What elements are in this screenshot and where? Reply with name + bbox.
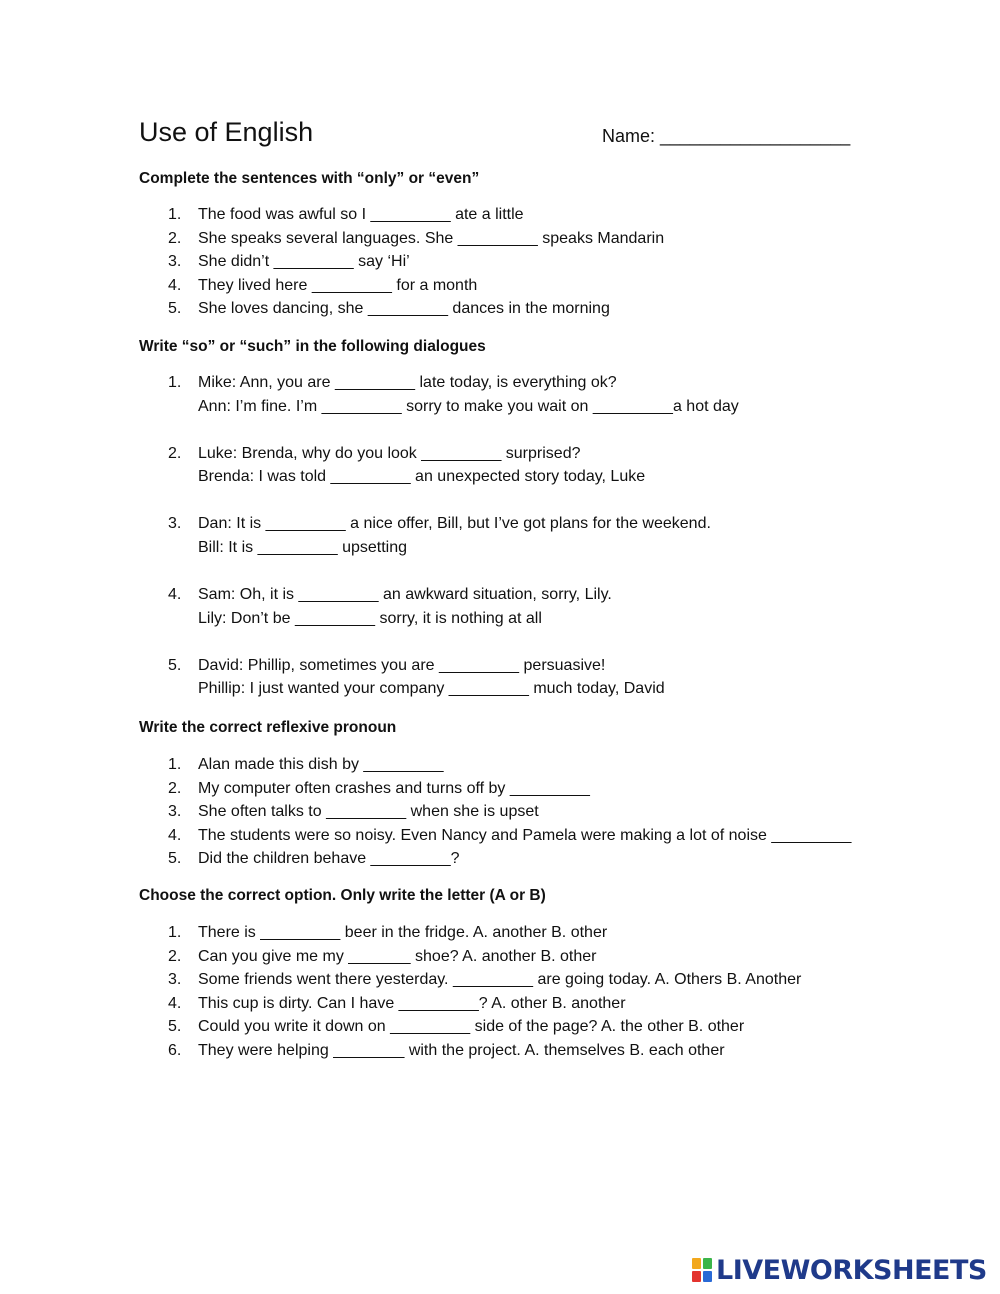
item-text: Dan: It is _________ a nice offer, Bill, but I’ve got plans for the weekend. [198,515,711,533]
item-number: 1. [168,924,182,941]
item-number: 1. [168,206,182,223]
item-number: 3. [168,971,182,989]
item-number: 4. [168,826,182,844]
item-text: She often talks to _________ when she is upset [198,803,539,821]
item-text: Phillip: I just wanted your company _________ much today, David [198,680,665,698]
item-number: 3. [168,803,182,821]
item-number: 2. [168,444,182,462]
item-number: 3. [168,253,182,271]
name-field-label: Name: ___________________ [602,126,851,146]
item-text: Could you write it down on _________ side of the page? A. the other B. other [198,1018,745,1036]
item-text: My computer often crashes and turns off by _________ [198,779,590,797]
item-number: 3. [168,515,182,533]
item-text: The students were so noisy. Even Nancy and Pamela were making a lot of noise _________ [198,826,852,844]
item-text: David: Phillip, sometimes you are _________ persuasive! [198,656,606,674]
item-text: Luke: Brenda, why do you look _________ surprised? [198,444,581,462]
section-heading: Choose the correct option. Only write the letter (A or B) [139,887,546,904]
item-text: She loves dancing, she _________ dances in the morning [198,300,610,318]
item-number: 4. [168,276,182,294]
section-heading: Write “so” or “such” in the following dialogues [139,338,486,355]
item-number: 4. [168,994,182,1012]
item-text: There is _________ beer in the fridge. A. another B. other [198,924,608,941]
item-text: This cup is dirty. Can I have _________? A. other B. another [198,994,626,1012]
item-text: Alan made this dish by _________ [198,756,444,773]
logo-text: LIVEWORKSHEETS [716,1254,987,1286]
logo-square [703,1258,712,1269]
item-text: They were helping ________ with the project. A. themselves B. each other [198,1042,725,1059]
item-number: 5. [168,1018,182,1036]
item-number: 1. [168,374,182,391]
section-heading: Write the correct reflexive pronoun [139,719,397,736]
item-text: They lived here _________ for a month [198,276,478,294]
item-number: 2. [168,779,182,797]
item-number: 5. [168,656,182,674]
item-text: The food was awful so I _________ ate a little [198,206,524,223]
item-text: Bill: It is _________ upsetting [198,538,408,556]
item-number: 2. [168,229,182,247]
logo-square [692,1258,701,1269]
item-text: She speaks several languages. She _________ speaks Mandarin [198,229,665,247]
item-text: Mike: Ann, you are _________ late today, is everything ok? [198,374,617,391]
logo-square [703,1271,712,1282]
item-number: 4. [168,586,182,604]
item-text: Some friends went there yesterday. _________ are going today. A. Others B. Another [198,971,802,989]
logo-square [692,1271,701,1282]
item-number: 2. [168,947,182,965]
item-text: Brenda: I was told _________ an unexpected story today, Luke [198,468,646,486]
item-text: Lily: Don’t be _________ sorry, it is nothing at all [198,609,542,627]
item-number: 6. [168,1042,182,1059]
item-number: 1. [168,756,182,773]
section-heading: Complete the sentences with “only” or “even” [139,170,480,187]
item-text: Sam: Oh, it is _________ an awkward situation, sorry, Lily. [198,586,612,604]
item-text: Ann: I’m fine. I’m _________ sorry to make you wait on _________a hot day [198,397,739,415]
page-title: Use of English [139,117,314,147]
item-number: 5. [168,300,182,318]
liveworksheets-logo [692,1255,987,1285]
item-text: She didn’t _________ say ‘Hi’ [198,253,410,271]
logo-mark-icon [692,1258,712,1282]
item-text: Did the children behave _________? [198,850,460,868]
item-number: 5. [168,850,182,868]
item-text: Can you give me my _______ shoe? A. another B. other [198,947,597,965]
